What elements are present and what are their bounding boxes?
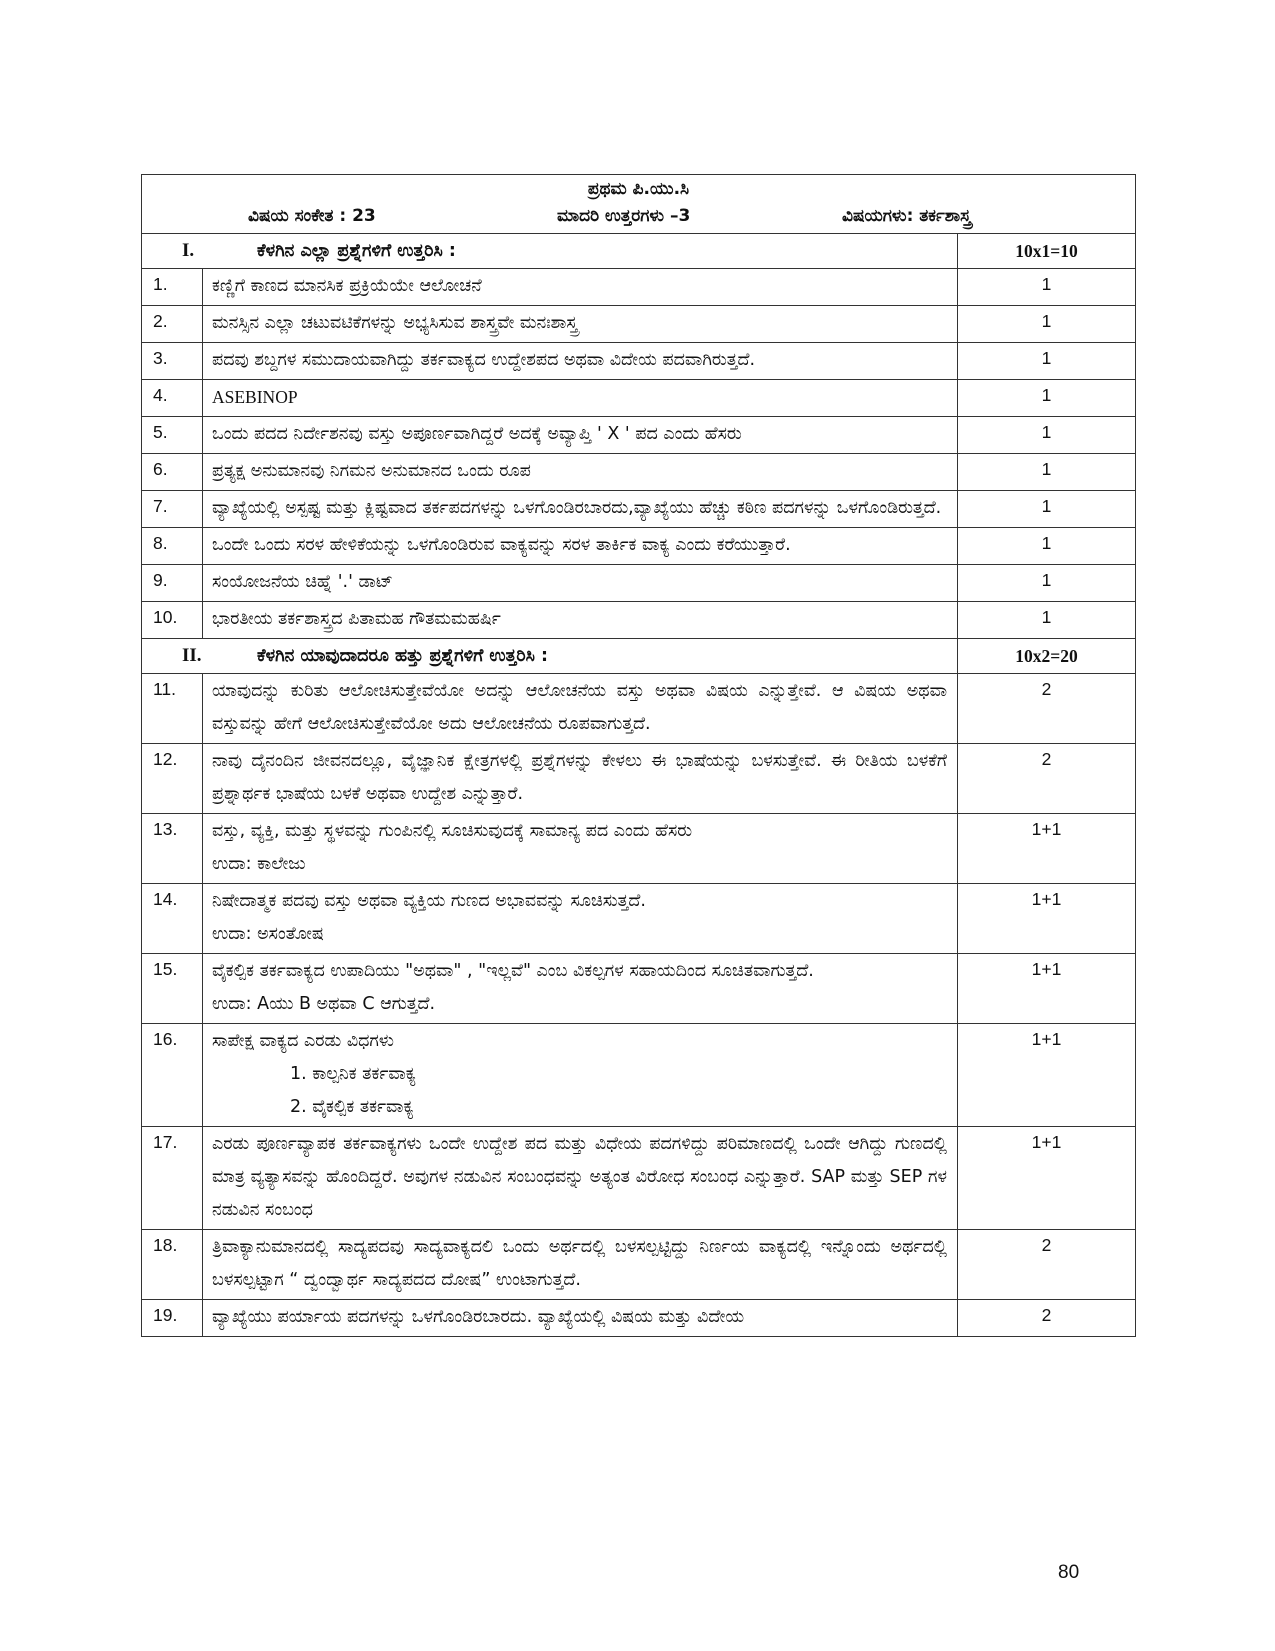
question-marks: 1: [958, 491, 1136, 528]
answer-text: [203, 602, 958, 639]
section-number: I.: [182, 240, 195, 261]
question-row: [142, 744, 1136, 814]
question-number: 13.: [142, 814, 203, 884]
question-row: [142, 602, 1136, 639]
answer-line: ಉದಾ: Aಯು B ಅಥವಾ C ಆಗುತ್ತದೆ.: [212, 994, 436, 1014]
section-instruction: ಕೆಳಗಿನ ಎಲ್ಲಾ ಪ್ರಶ್ನೆಗಳಿಗೆ ಉತ್ತರಿಸಿ :: [257, 241, 456, 261]
section-marks: 10x2=20: [958, 639, 1136, 674]
question-row: [142, 454, 1136, 491]
section-title: [142, 639, 958, 674]
question-marks: 1: [958, 565, 1136, 602]
answer-line: 2. ವೈಕಲ್ಪಿಕ ತರ್ಕವಾಕ್ಯ: [290, 1097, 414, 1117]
question-number: 14.: [142, 884, 203, 954]
answer-line: ASEBINOP: [212, 387, 298, 407]
answer-text: [203, 417, 958, 454]
question-number: 19.: [142, 1300, 203, 1337]
answer-line: ವ್ಯಾಖ್ಯೆಯು ಪರ್ಯಾಯ ಪದಗಳನ್ನು ಒಳಗೊಂಡಿರಬಾರದು. ವ್ಯಾಖ್ಯೆಯಲ್ಲಿ ವಿಷಯ ಮತ್ತು ವಿದೇಯ: [212, 1307, 745, 1327]
section-title: [142, 234, 958, 269]
question-row: [142, 565, 1136, 602]
answer-text: [203, 674, 958, 744]
question-row: [142, 1230, 1136, 1300]
answer-line: ಮನಸ್ಸಿನ ಎಲ್ಲಾ ಚಟುವಟಿಕೆಗಳನ್ನು ಅಭ್ಯಸಿಸುವ ಶಾಸ್ತ್ರವೇ ಮನಃಶಾಸ್ತ್ರ: [212, 313, 578, 333]
question-marks: 2: [958, 744, 1136, 814]
question-number: 1.: [142, 269, 203, 306]
question-row: [142, 1024, 1136, 1127]
section-header-row: [142, 639, 1136, 674]
answer-line: ವ್ಯಾಖ್ಯೆಯಲ್ಲಿ ಅಸ್ಪಷ್ಟ ಮತ್ತು ಕ್ಲಿಷ್ಟವಾದ ತರ್ಕಪದಗಳನ್ನು ಒಳಗೊಂಡಿರಬಾರದು,ವ್ಯಾಖ್ಯೆಯು ಹೆಚ್ಚು ಕಠಿಣ ಪದಗಳನ್ನು ಒಳಗೊಂಡಿರುತ್ತದೆ.: [212, 498, 942, 518]
answer-line: ಉದಾ: ಅಸಂತೋಷ: [212, 924, 324, 944]
question-row: [142, 814, 1136, 884]
answer-text: [203, 491, 958, 528]
question-row: [142, 269, 1136, 306]
answer-text: [203, 565, 958, 602]
question-number: 2.: [142, 306, 203, 343]
question-marks: 1: [958, 454, 1136, 491]
section-marks: 10x1=10: [958, 234, 1136, 269]
answer-line: ಸಾಪೇಕ್ಷ ವಾಕ್ಯದ ಎರಡು ವಿಧಗಳು: [212, 1031, 394, 1051]
question-row: [142, 674, 1136, 744]
answer-line: ಉದಾ: ಕಾಲೇಜು: [212, 854, 306, 874]
question-number: 16.: [142, 1024, 203, 1127]
question-row: [142, 1127, 1136, 1230]
question-marks: 1: [958, 343, 1136, 380]
question-row: [142, 306, 1136, 343]
question-number: 9.: [142, 565, 203, 602]
answer-text: [203, 306, 958, 343]
question-marks: 1: [958, 380, 1136, 417]
question-row: [142, 954, 1136, 1024]
question-marks: 1: [958, 306, 1136, 343]
answer-line: ಪ್ರತ್ಯಕ್ಷ ಅನುಮಾನವು ನಿಗಮನ ಅನುಮಾನದ ಒಂದು ರೂಪ: [212, 461, 531, 481]
answer-text: [203, 954, 958, 1024]
question-marks: 1: [958, 528, 1136, 565]
header-row: [142, 175, 1136, 234]
answer-text: [203, 454, 958, 491]
answer-line: ವಸ್ತು, ವ್ಯಕ್ತಿ, ಮತ್ತು ಸ್ಥಳವನ್ನು ಗುಂಪಿನಲ್ಲಿ ಸೂಚಿಸುವುದಕ್ಕೆ ಸಾಮಾನ್ಯ ಪದ ಎಂದು ಹೆಸರು: [212, 821, 693, 841]
answer-text: [203, 269, 958, 306]
question-number: 8.: [142, 528, 203, 565]
question-number: 10.: [142, 602, 203, 639]
question-number: 18.: [142, 1230, 203, 1300]
answer-text: [203, 744, 958, 814]
answer-line: ಒಂದೇ ಒಂದು ಸರಳ ಹೇಳಿಕೆಯನ್ನು ಒಳಗೊಂಡಿರುವ ವಾಕ್ಯವನ್ನು ಸರಳ ತಾರ್ಕಿಕ ವಾಕ್ಯ ಎಂದು ಕರೆಯುತ್ತಾರೆ.: [212, 535, 791, 555]
answer-text: [203, 884, 958, 954]
question-marks: 2: [958, 1300, 1136, 1337]
answer-line: ಒಂದು ಪದದ ನಿರ್ದೇಶನವು ವಸ್ತು ಅಪೂರ್ಣವಾಗಿದ್ದರೆ ಅದಕ್ಕೆ ಅವ್ಯಾಪ್ತಿ ' X ' ಪದ ಎಂದು ಹೆಸರು: [212, 424, 742, 444]
subject-name: ವಿಷಯಗಳು: ತರ್ಕಶಾಸ್ತ್ರ: [842, 206, 972, 226]
answer-line: ವೈಕಲ್ಪಿಕ ತರ್ಕವಾಕ್ಯದ ಉಪಾದಿಯು "ಅಥವಾ" , "ಇಲ್ಲವೆ" ಎಂಬ ವಿಕಲ್ಪಗಳ ಸಹಾಯದಿಂದ ಸೂಚಿತವಾಗುತ್ತದೆ.: [212, 961, 814, 981]
answer-line: ಕಣ್ಣಿಗೆ ಕಾಣದ ಮಾನಸಿಕ ಪ್ರಕ್ರಿಯೆಯೇ ಆಲೋಚನೆ: [212, 276, 482, 296]
answer-line: ಯಾವುದನ್ನು ಕುರಿತು ಆಲೋಚಿಸುತ್ತೇವೆಯೋ ಅದನ್ನು ಆಲೋಚನೆಯ ವಸ್ತು ಅಥವಾ ವಿಷಯ ಎನ್ನುತ್ತೇವೆ. ಆ ವಿಷಯ ಅಥವಾ ವಸ್ತುವನ್ನು ಹೇಗೆ ಆಲೋಚಿಸುತ್ತೇವೆಯೋ ಅದು ಆಲೋಚನೆಯ ರೂಪವಾಗುತ್ತದೆ.: [212, 681, 947, 734]
question-row: [142, 1300, 1136, 1337]
question-number: 6.: [142, 454, 203, 491]
answer-text: [203, 1230, 958, 1300]
section-header-row: [142, 234, 1136, 269]
question-marks: 2: [958, 674, 1136, 744]
question-marks: 1: [958, 269, 1136, 306]
question-row: [142, 528, 1136, 565]
question-number: 7.: [142, 491, 203, 528]
question-marks: 1+1: [958, 814, 1136, 884]
model-answer-table: [141, 174, 1136, 1337]
section-instruction: ಕೆಳಗಿನ ಯಾವುದಾದರೂ ಹತ್ತು ಪ್ರಶ್ನೆಗಳಿಗೆ ಉತ್ತರಿಸಿ :: [257, 646, 548, 666]
answer-text: [203, 528, 958, 565]
question-number: 12.: [142, 744, 203, 814]
question-marks: 2: [958, 1230, 1136, 1300]
question-row: [142, 417, 1136, 454]
question-row: [142, 491, 1136, 528]
answer-line: ಪದವು ಶಬ್ದಗಳ ಸಮುದಾಯವಾಗಿದ್ದು ತರ್ಕವಾಕ್ಯದ ಉದ್ದೇಶಪದ ಅಥವಾ ವಿದೇಯ ಪದವಾಗಿರುತ್ತದೆ.: [212, 350, 756, 370]
question-number: 11.: [142, 674, 203, 744]
question-marks: 1+1: [958, 954, 1136, 1024]
answer-text: [203, 343, 958, 380]
question-number: 15.: [142, 954, 203, 1024]
question-row: [142, 343, 1136, 380]
answer-line: ಎರಡು ಪೂರ್ಣವ್ಯಾಪಕ ತರ್ಕವಾಕ್ಯಗಳು ಒಂದೇ ಉದ್ದೇಶ ಪದ ಮತ್ತು ವಿಧೇಯ ಪದಗಳಿದ್ದು ಪರಿಮಾಣದಲ್ಲಿ ಒಂದೇ ಆಗಿದ್ದು ಗುಣದಲ್ಲಿ ಮಾತ್ರ ವ್ಯತ್ಯಾಸವನ್ನು ಹೊಂದಿದ್ದರೆ. ಅವುಗಳ ನಡುವಿನ ಸಂಬಂಧವನ್ನು ಅತ್ಯಂತ ವಿರೋಧ ಸಂಬಂಧ ಎನ್ನುತ್ತಾರೆ. SAP ಮತ್ತು SEP ಗಳ ನಡುವಿನ ಸಂಬಂಧ: [212, 1134, 947, 1220]
model-answers-label: ಮಾದರಿ ಉತ್ತರಗಳು –3: [557, 206, 691, 226]
answer-line: ತ್ರಿವಾಕ್ಯಾನುಮಾನದಲ್ಲಿ ಸಾದ್ಯಪದವು ಸಾದ್ಯವಾಕ್ಯದಲಿ ಒಂದು ಅರ್ಥದಲ್ಲಿ ಬಳಸಲ್ಪಟ್ಟಿದ್ದು ನಿರ್ಣಯ ವಾಕ್ಯದಲ್ಲಿ ಇನ್ನೊಂದು ಅರ್ಥದಲ್ಲಿ ಬಳಸಲ್ಪಟ್ಟಾಗ “ ದ್ವಂದ್ವಾರ್ಥ ಸಾದ್ಯಪದದ ದೋಷ” ಉಂಟಾಗುತ್ತದೆ.: [212, 1237, 947, 1290]
question-row: [142, 380, 1136, 417]
page-title: ಪ್ರಥಮ ಪಿ.ಯು.ಸಿ: [587, 179, 690, 199]
page-number: 80: [1058, 1562, 1080, 1583]
question-marks: 1: [958, 417, 1136, 454]
header-info-row: [142, 201, 1135, 231]
answer-line: ಸಂಯೋಜನೆಯ ಚಿಹ್ನೆ '.' ಡಾಟ್: [212, 572, 393, 592]
question-number: 3.: [142, 343, 203, 380]
answer-text: [203, 1024, 958, 1127]
question-marks: 1+1: [958, 1127, 1136, 1230]
question-marks: 1+1: [958, 884, 1136, 954]
answer-line: 1. ಕಾಲ್ಪನಿಕ ತರ್ಕವಾಕ್ಯ: [290, 1064, 417, 1084]
question-number: 4.: [142, 380, 203, 417]
subject-code: ವಿಷಯ ಸಂಕೇತ : 23: [248, 206, 376, 226]
answer-text: [203, 814, 958, 884]
section-number: II.: [182, 645, 202, 666]
header-cell: [142, 175, 1136, 234]
question-number: 17.: [142, 1127, 203, 1230]
answer-line: ನಿಷೇದಾತ್ಮಕ ಪದವು ವಸ್ತು ಅಥವಾ ವ್ಯಕ್ತಿಯ ಗುಣದ ಅಭಾವವನ್ನು ಸೂಚಿಸುತ್ತದೆ.: [212, 891, 646, 911]
answer-line: ಭಾರತೀಯ ತರ್ಕಶಾಸ್ತ್ರದ ಪಿತಾಮಹ ಗೌತಮಮಹರ್ಷಿ: [212, 609, 501, 629]
answer-text: [203, 1127, 958, 1230]
question-number: 5.: [142, 417, 203, 454]
answer-text: [203, 1300, 958, 1337]
question-marks: 1+1: [958, 1024, 1136, 1127]
question-row: [142, 884, 1136, 954]
answer-text: [203, 380, 958, 417]
question-marks: 1: [958, 602, 1136, 639]
answer-line: ನಾವು ದೈನಂದಿನ ಜೀವನದಲ್ಲೂ, ವೈಜ್ಞಾನಿಕ ಕ್ಷೇತ್ರಗಳಲ್ಲಿ ಪ್ರಶ್ನೆಗಳನ್ನು ಕೇಳಲು ಈ ಭಾಷೆಯನ್ನು ಬಳಸುತ್ತೇವೆ. ಈ ರೀತಿಯ ಬಳಕೆಗೆ ಪ್ರಶ್ನಾರ್ಥಕ ಭಾಷೆಯ ಬಳಕೆ ಅಥವಾ ಉದ್ದೇಶ ಎನ್ನುತ್ತಾರೆ.: [212, 751, 947, 804]
